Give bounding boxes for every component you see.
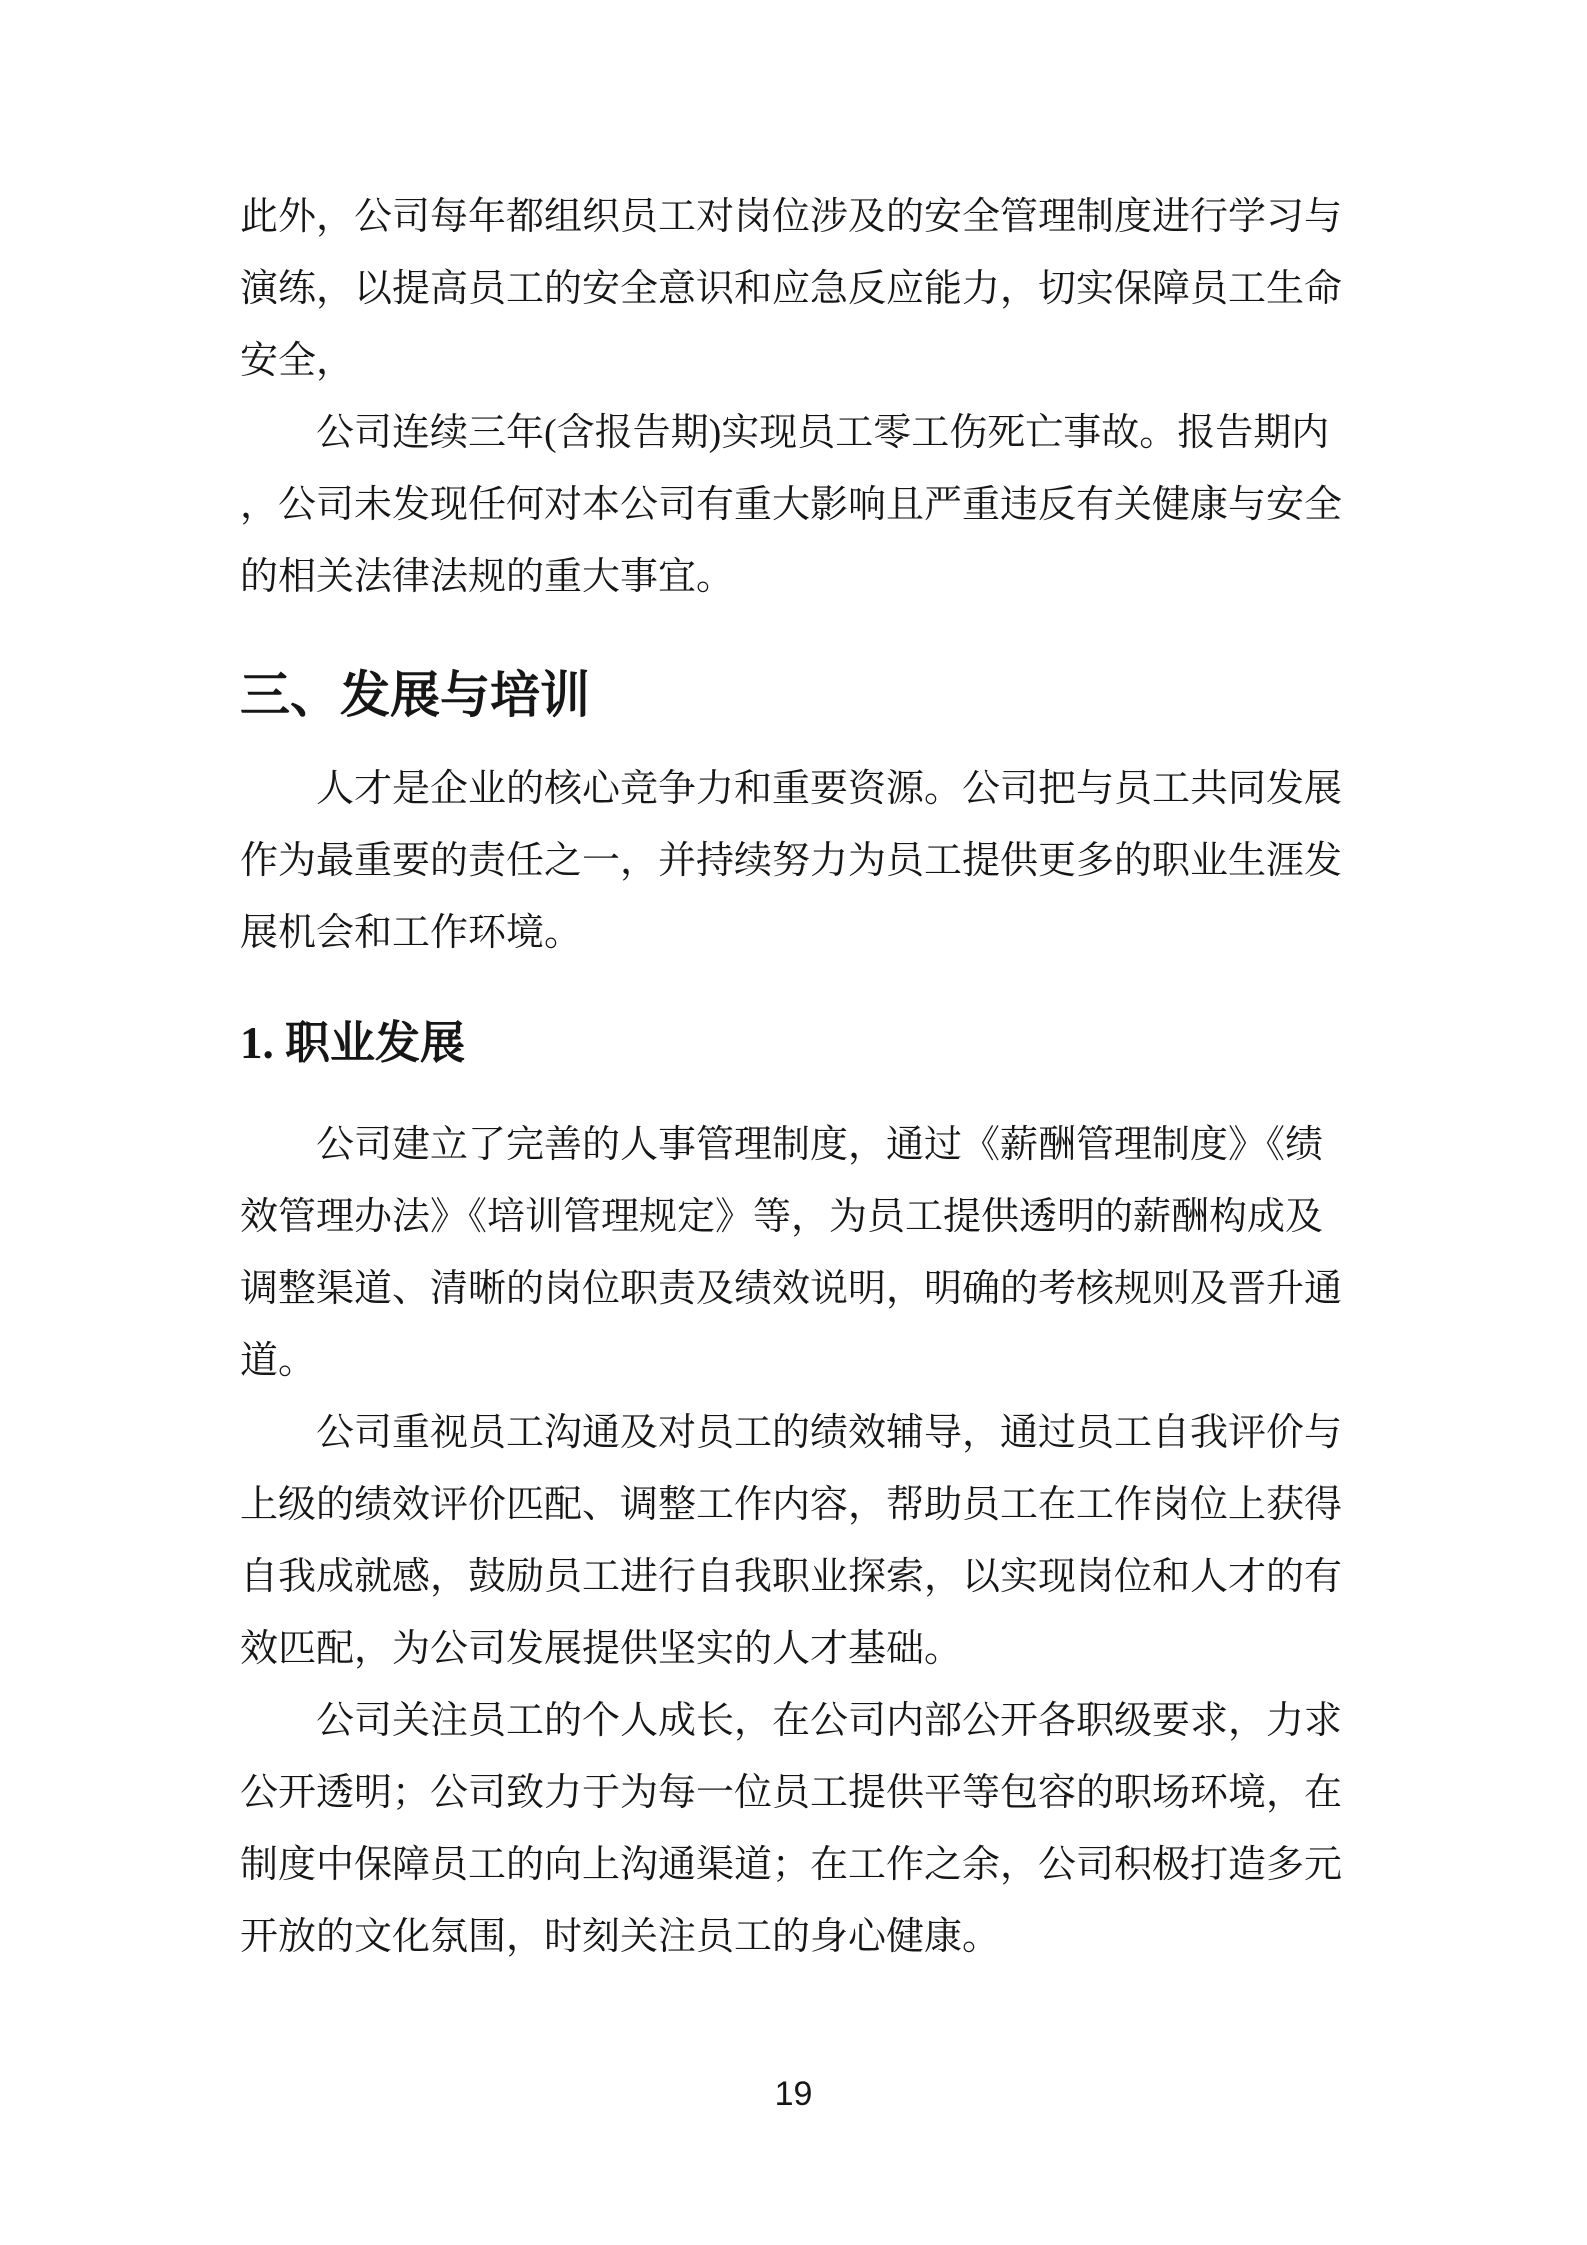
text-line: 安全， <box>240 340 355 382</box>
subsection-heading-career-development: 1. 职业发展 <box>240 1018 466 1068</box>
text-line: 调整渠道、清晰的岗位职责及绩效说明，明确的考核规则及晋升通 <box>240 1268 1343 1310</box>
text-line: 效匹配，为公司发展提供坚实的人才基础。 <box>240 1628 963 1670</box>
text-line: 上级的绩效评价匹配、调整工作内容，帮助员工在工作岗位上获得 <box>240 1484 1343 1526</box>
document-body <box>240 181 1360 1973</box>
paragraph-talent-resource <box>240 753 1360 969</box>
paragraph-zero-accidents <box>240 397 1360 613</box>
paragraph-hr-system <box>240 1109 1360 1397</box>
text-line: 效管理办法》《培训管理规定》等，为员工提供透明的薪酬构成及 <box>240 1196 1324 1238</box>
text-line: 演练，以提高员工的安全意识和应急反应能力，切实保障员工生命 <box>240 268 1343 310</box>
text-line: 自我成就感，鼓励员工进行自我职业探索，以实现岗位和人才的有 <box>240 1556 1343 1598</box>
text-line: 作为最重要的责任之一，并持续努力为员工提供更多的职业生涯发 <box>240 840 1343 882</box>
text-line: ，公司未发现任何对本公司有重大影响且严重违反有关健康与安全 <box>240 484 1343 526</box>
paragraph-performance-coaching <box>240 1397 1360 1685</box>
section-heading-development-training: 三、发展与培训 <box>240 667 590 723</box>
text-line: 公开透明；公司致力于为每一位员工提供平等包容的职场环境，在 <box>240 1772 1343 1814</box>
text-line: 道。 <box>240 1340 317 1382</box>
text-line: 公司关注员工的个人成长，在公司内部公开各职级要求，力求 <box>316 1700 1343 1742</box>
text-line: 公司建立了完善的人事管理制度，通过《薪酬管理制度》《绩 <box>316 1124 1324 1166</box>
text-line: 公司重视员工沟通及对员工的绩效辅导，通过员工自我评价与 <box>316 1412 1343 1454</box>
text-line: 展机会和工作环境。 <box>240 912 583 954</box>
text-line: 的相关法律法规的重大事宜。 <box>240 556 735 598</box>
paragraph-personal-growth <box>240 1685 1360 1973</box>
text-line: 人才是企业的核心竞争力和重要资源。公司把与员工共同发展 <box>316 768 1343 810</box>
text-line: 开放的文化氛围，时刻关注员工的身心健康。 <box>240 1916 1001 1958</box>
text-line: 此外，公司每年都组织员工对岗位涉及的安全管理制度进行学习与 <box>240 196 1343 238</box>
paragraph-safety-training <box>240 181 1360 397</box>
text-line: 制度中保障员工的向上沟通渠道；在工作之余，公司积极打造多元 <box>240 1844 1343 1886</box>
page-number: 19 <box>774 2075 813 2113</box>
text-line: 公司连续三年(含报告期)实现员工零工伤死亡事故。报告期内 <box>316 412 1330 454</box>
